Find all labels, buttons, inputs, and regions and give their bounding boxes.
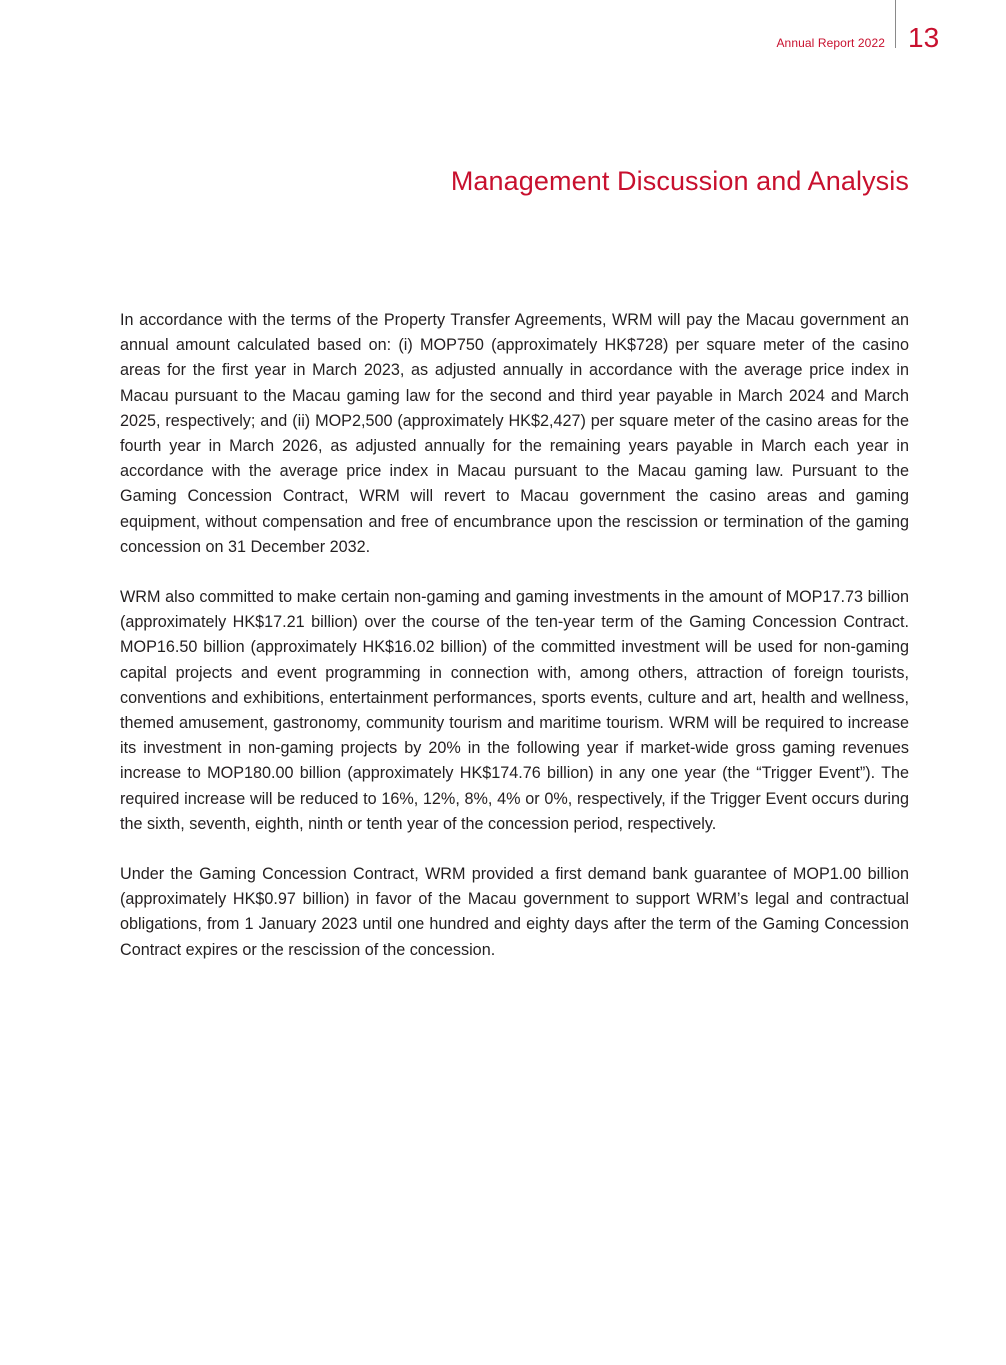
paragraph-investment-commitment: WRM also committed to make certain non-gaming and gaming investments in the amount of MOP17.73 billion (approximately HK$17.21 billion) over the course of the ten-year term of the Gaming Concession Contract. MOP16.50 billion (approximately HK$16.02 billion) of the committed investment will be used for non-gaming capital projects and event programming in connection with, among others, attraction of foreign tourists, conventions and exhibitions, entertainment performances, sports events, culture and art, health and wellness, themed amusement, gastronomy, community tourism and maritime tourism. WRM will be required to increase its investment in non-gaming projects by 20% in the following year if market-wide gross gaming revenues increase to MOP180.00 billion (approximately HK$174.76 billion) in any one year (the “Trigger Event”). The required increase will be reduced to 16%, 12%, 8%, 4% or 0%, respectively, if the Trigger Event occurs during the sixth, seventh, eighth, ninth or tenth year of the concession period, respectively. (120, 588, 909, 833)
report-label: Annual Report 2022 (776, 36, 885, 50)
header-divider (895, 0, 896, 48)
page-title: Management Discussion and Analysis (450, 166, 909, 196)
page-header (0, 0, 1006, 60)
body-text (120, 308, 909, 988)
paragraph-property-transfer: In accordance with the terms of the Property Transfer Agreements, WRM will pay the Macau government an annual amount calculated based on: (i) MOP750 (approximately HK$728) per square meter of the casino areas for the first year in March 2023, as adjusted annually in accordance with the average price index in Macau pursuant to the Macau gaming law for the second and third year payable in March 2024 and March 2025, respectively; and (ii) MOP2,500 (approximately HK$2,427) per square meter of the casino areas for the fourth year in March 2026, as adjusted annually for the remaining years payable in March each year in accordance with the average price index in Macau pursuant to the Macau gaming law. Pursuant to the Gaming Concession Contract, WRM will revert to Macau government the casino areas and gaming equipment, without compensation and free of encumbrance upon the rescission or termination of the gaming concession on 31 December 2032. (120, 311, 909, 556)
page-number: 13 (908, 22, 940, 53)
paragraph-bank-guarantee: Under the Gaming Concession Contract, WRM provided a first demand bank guarantee of MOP1.00 billion (approximately HK$0.97 billion) in favor of the Macau government to support WRM’s legal and contractual obligations, from 1 January 2023 until one hundred and eighty days after the term of the Gaming Concession Contract expires or the rescission of the concession. (120, 865, 909, 959)
